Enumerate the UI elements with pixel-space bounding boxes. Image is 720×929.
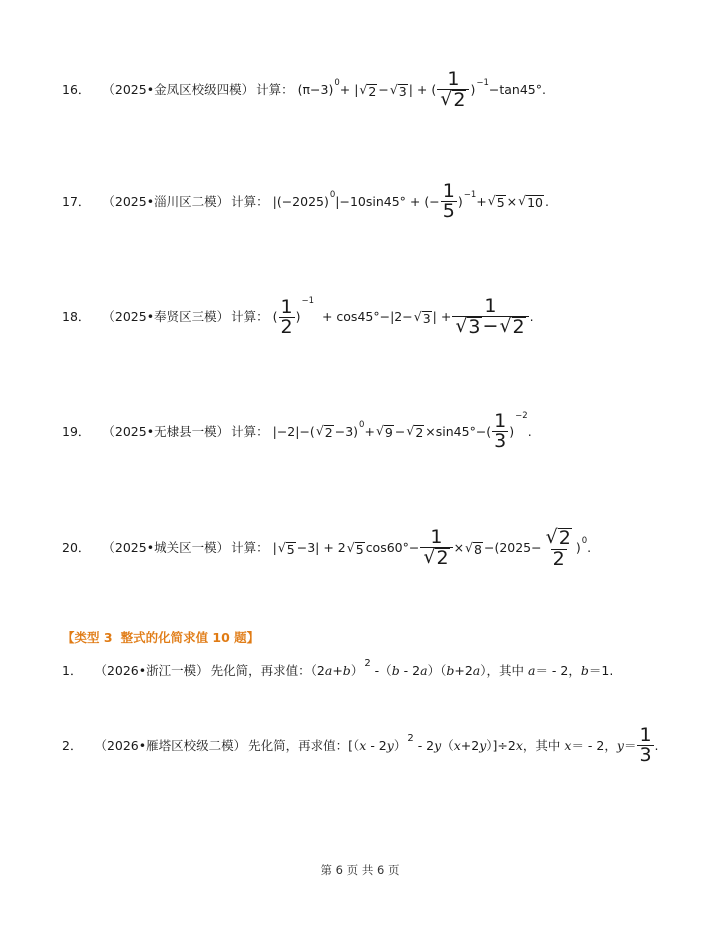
problem-18 <box>62 297 534 338</box>
item-source: （2026•浙江一模） <box>94 663 209 678</box>
sqrt: √ 2 <box>406 422 424 440</box>
problem-number: 20． <box>62 540 91 556</box>
problem-number: 18． <box>62 309 91 325</box>
sqrt: √ 10 <box>518 192 543 210</box>
problem-number: 17． <box>62 193 91 209</box>
section-heading: 【类型 3 整式的化简求值 10 题】 <box>62 630 260 645</box>
problem-source: （2025•无棣县一模） <box>102 423 230 439</box>
problem-label: 计算： <box>256 82 294 98</box>
sqrt: √ 5 <box>346 539 364 557</box>
problem-17 <box>62 182 549 222</box>
fraction: √ 2 2 <box>545 526 571 570</box>
problem-label: 计算： <box>231 423 269 439</box>
item-number: 1． <box>62 663 83 678</box>
sqrt: √ 9 <box>375 422 393 440</box>
problem-source: （2025•金凤区校级四模） <box>102 82 255 98</box>
sqrt: √ 3 <box>389 81 407 99</box>
item-number: 2． <box>62 737 83 753</box>
problem-label: 计算： <box>231 193 269 209</box>
math-expression: |(−2025) 0 |−10sin45° + (− $\frac{1}{5}$ ) −1 + √ 5 × √ 10 . <box>272 180 549 223</box>
fraction: 1 √ 2 <box>437 70 469 111</box>
problem-source: （2025•城关区一模） <box>102 540 230 556</box>
item-1 <box>62 658 614 678</box>
item-source: （2026•雁塔区校级二模） <box>94 737 247 753</box>
fraction: 1 √ 2 <box>420 528 452 569</box>
math-expression: |−2|−( √ 2 −3) 0 + √ 9 − √ 2 ×sin45°−( $\frac{1}{3}$ ) −2 . <box>272 410 532 453</box>
math-expression: (π−3) 0 + | √ 2 − √ 3 | + ( 1 √ 2 ) −1 −tan45°. <box>297 68 546 112</box>
problem-source: （2025•奉贤区三模） <box>102 309 230 325</box>
item-text: 先化简，再求值：[（ x - 2 y ） 2 - 2 y （ x +2 y ）]÷2 x ，其中 x ＝ - 2， y ＝ $\frac{1}{3}$ . <box>248 724 659 767</box>
problem-16 <box>62 70 546 111</box>
math-expression: | √ 5 −3| + 2 √ 5 cos60°− 1 √ 2 × √ 8 −(2025− √ 2 2 ) 0 . <box>272 526 592 570</box>
item-2 <box>62 726 659 766</box>
problem-19 <box>62 412 532 452</box>
item-text: 先化简，再求值：（2 a + b ） 2 -（ b - 2 a ）（ b +2 a ），其中 a ＝ - 2， b ＝1. <box>210 658 614 678</box>
sqrt: √ 2 <box>359 81 377 99</box>
fraction: $\frac{1}{2}$ <box>280 295 293 339</box>
sqrt: √ 2 <box>315 422 333 440</box>
problem-number: 16． <box>62 82 91 98</box>
sqrt: √ 8 <box>465 539 482 557</box>
fraction: $\frac{1}{5}$ <box>442 180 455 223</box>
fraction: $\frac{1}{3}$ <box>494 410 507 453</box>
problem-source: （2025•淄川区二模） <box>102 193 230 209</box>
problem-number: 19． <box>62 423 91 439</box>
fraction: $\frac{1}{3}$ <box>639 724 652 767</box>
math-expression: ( $\frac{1}{2}$ ) −1 + cos45°−|2− √ 3 | + 1 √ 3 − √ 2 . <box>272 295 534 339</box>
sqrt: √ 5 <box>487 192 505 210</box>
sqrt: √ 3 <box>413 308 431 326</box>
problem-label: 计算： <box>231 540 269 556</box>
sqrt: √ 5 <box>277 539 295 557</box>
fraction: 1 √ 3 − √ 2 <box>452 297 528 338</box>
problem-20 <box>62 528 591 569</box>
problem-label: 计算： <box>231 309 269 325</box>
page-footer: 第 6 页 共 6 页 <box>320 863 400 877</box>
